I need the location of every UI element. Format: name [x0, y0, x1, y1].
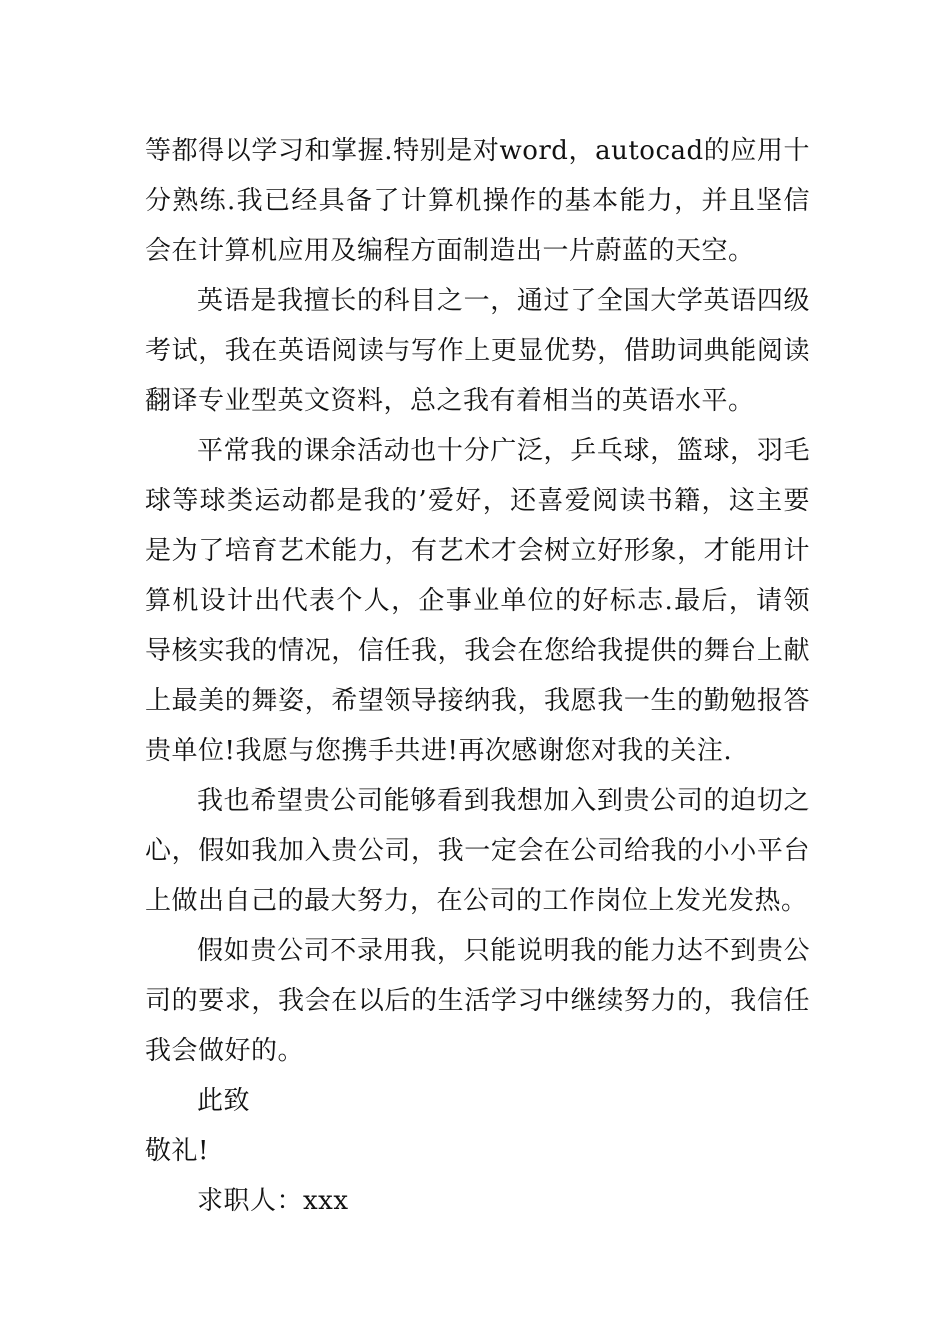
paragraph-computer-skills: 等都得以学习和掌握.特别是对word，autocad的应用十分熟练.我已经具备了计算机操作的基本能力，并且坚信会在计算机应用及编程方面制造出一片蔚蓝的天空。: [145, 136, 810, 266]
paragraph-english-skills: 英语是我擅长的科目之一，通过了全国大学英语四级考试，我在英语阅读与写作上更显优势，借助词典能阅读翻译专业型英文资料，总之我有着相当的英语水平。: [145, 286, 810, 416]
signature-line: 求职人：xxx: [197, 1186, 349, 1216]
closing-respect: 敬礼!: [145, 1136, 209, 1166]
letter-body: [145, 126, 810, 1226]
paragraph-hope-to-join: 我也希望贵公司能够看到我想加入到贵公司的迫切之心，假如我加入贵公司，我一定会在公司给我的小小平台上做出自己的最大努力，在公司的工作岗位上发光发热。: [145, 786, 810, 916]
paragraph-if-not-hired: 假如贵公司不录用我，只能说明我的能力达不到贵公司的要求，我会在以后的生活学习中继续努力的，我信任我会做好的。: [145, 936, 810, 1066]
closing-salutation: 此致: [197, 1086, 251, 1116]
paragraph-activities: 平常我的课余活动也十分广泛，乒乓球，篮球，羽毛球等球类运动都是我的’爱好，还喜爱阅读书籍，这主要是为了培育艺术能力，有艺术才会树立好形象，才能用计算机设计出代表个人，企事业单位的好标志.最后，请领导核实我的情况，信任我，我会在您给我提供的舞台上献上最美的舞姿，希望领导接纳我，我愿我一生的勤勉报答贵单位!我愿与您携手共进!再次感谢您对我的关注.: [145, 436, 810, 766]
